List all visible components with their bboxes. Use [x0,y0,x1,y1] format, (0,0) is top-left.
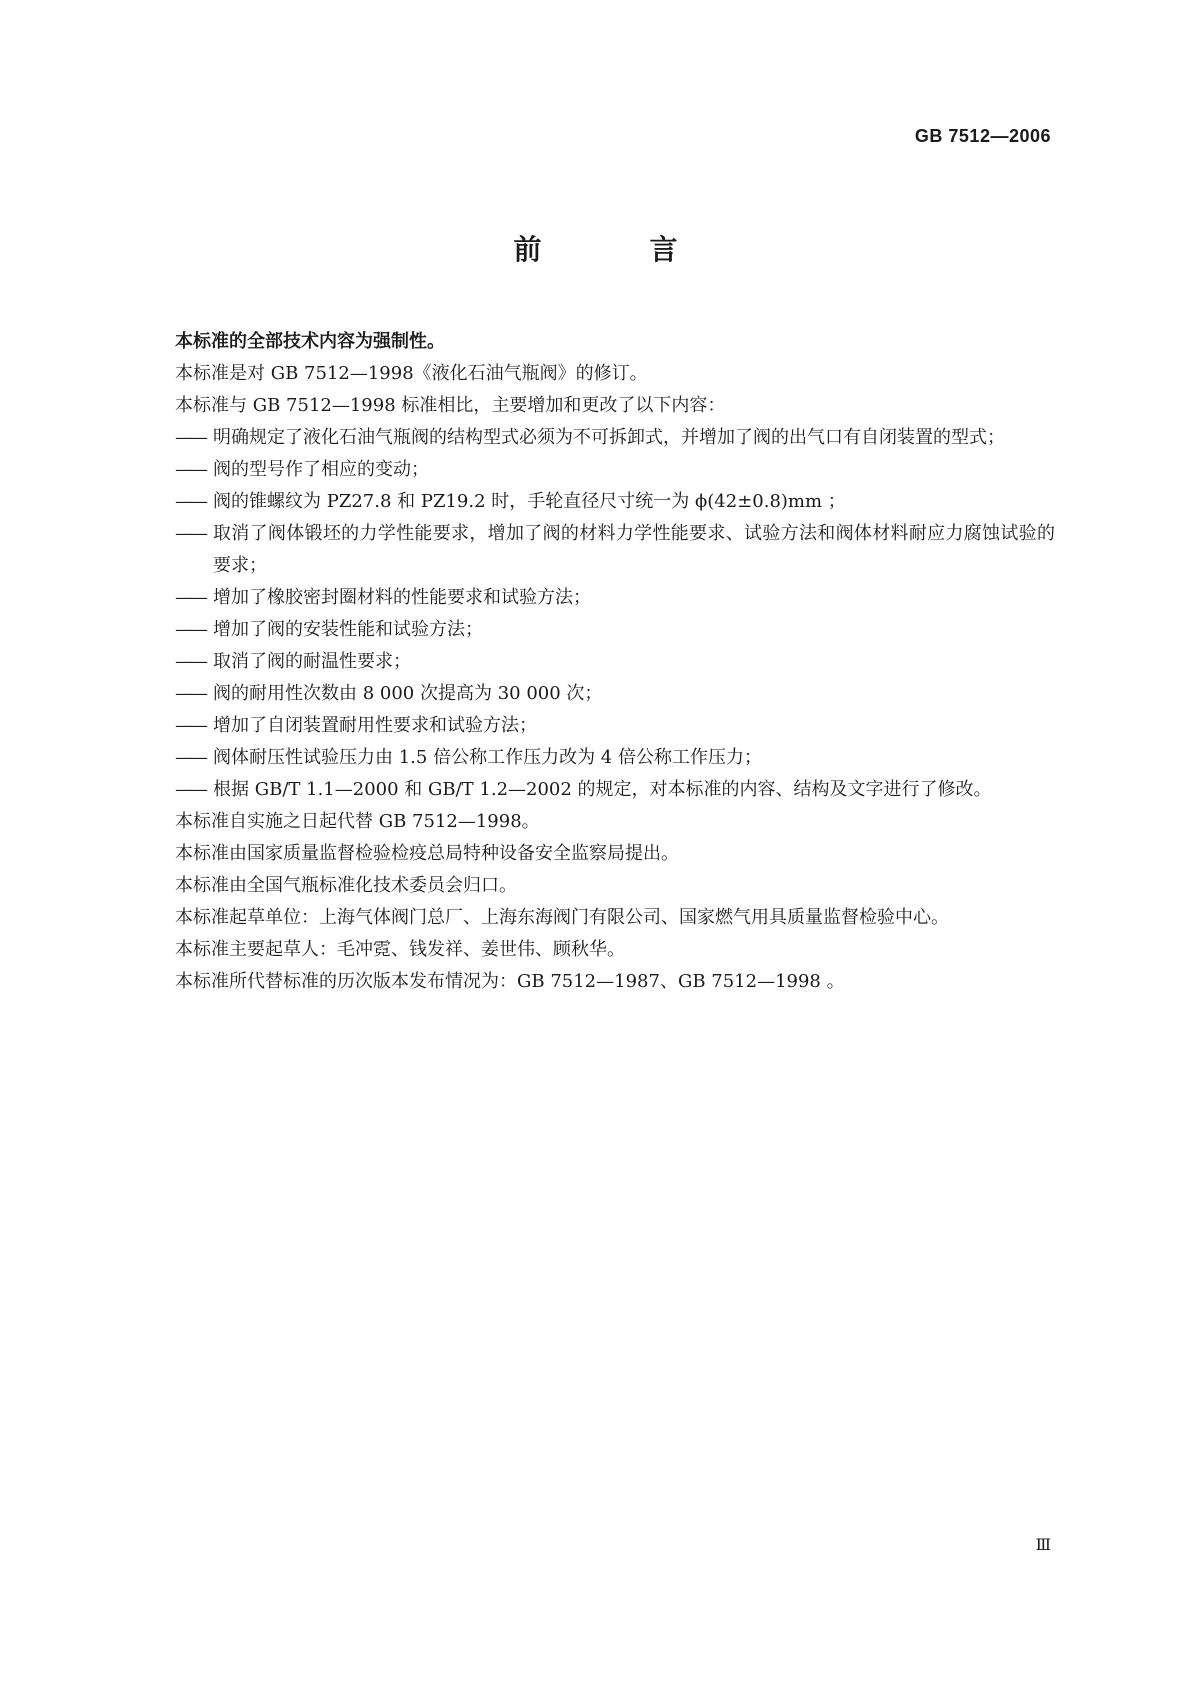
dash-marker: —— [175,459,205,480]
dash-marker: —— [175,587,205,608]
closing-paragraph: 本标准所代替标准的历次版本发布情况为：GB 7512—1987、GB 7512—1998 。 [175,971,845,992]
list-item-text: 增加了自闭装置耐用性要求和试验方法； [213,715,537,736]
closing-paragraph: 本标准主要起草人：毛冲霓、钱发祥、姜世伟、顾秋华。 [175,939,625,960]
list-item [175,614,1055,646]
dash-marker: —— [175,747,205,768]
list-item-text: 取消了阀体锻坯的力学性能要求，增加了阀的材料力学性能要求、试验方法和阀体材料耐应力腐蚀试验的要求； [213,523,1055,576]
list-item [175,742,1055,774]
page-number: Ⅲ [1035,1535,1051,1554]
dash-marker: —— [175,779,205,800]
closing-paragraph: 本标准由全国气瓶标准化技术委员会归口。 [175,875,517,896]
list-item [175,486,1055,518]
list-item [175,646,1055,678]
changes-list [175,422,1055,806]
list-item [175,678,1055,710]
list-item [175,582,1055,614]
list-item-text: 根据 GB/T 1.1—2000 和 GB/T 1.2—2002 的规定，对本标准的内容、结构及文字进行了修改。 [213,779,992,800]
dash-marker: —— [175,619,205,640]
list-item-text: 明确规定了液化石油气瓶阀的结构型式必须为不可拆卸式，并增加了阀的出气口有自闭装置的型式； [213,427,1005,448]
dash-marker: —— [175,683,205,704]
list-item [175,774,1055,806]
dash-marker: —— [175,715,205,736]
intro-paragraph: 本标准是对 GB 7512—1998《液化石油气瓶阀》的修订。 [175,363,648,384]
mandatory-statement: 本标准的全部技术内容为强制性。 [175,331,445,352]
dash-marker: —— [175,427,205,448]
list-item-text: 增加了橡胶密封圈材料的性能要求和试验方法； [213,587,591,608]
list-item [175,422,1055,454]
list-item-text: 阀体耐压性试验压力由 1.5 倍公称工作压力改为 4 倍公称工作压力； [213,747,762,768]
list-item-text: 阀的耐用性次数由 8 000 次提高为 30 000 次； [213,683,603,704]
dash-marker: —— [175,651,205,672]
list-item-text: 阀的型号作了相应的变动； [213,459,429,480]
standard-code: GB 7512—2006 [914,126,1051,146]
dash-marker: —— [175,523,205,544]
list-item-text: 增加了阀的安装性能和试验方法； [213,619,483,640]
intro-paragraph: 本标准与 GB 7512—1998 标准相比，主要增加和更改了以下内容： [175,395,726,416]
list-item [175,454,1055,486]
list-item [175,710,1055,742]
list-item-text: 取消了阀的耐温性要求； [213,651,411,672]
closing-paragraph: 本标准自实施之日起代替 GB 7512—1998。 [175,811,540,832]
list-item [175,518,1055,582]
page-title: 前 言 [513,233,718,266]
dash-marker: —— [175,491,205,512]
closing-paragraph: 本标准由国家质量监督检验检疫总局特种设备安全监察局提出。 [175,843,679,864]
closing-paragraph: 本标准起草单位：上海气体阀门总厂、上海东海阀门有限公司、国家燃气用具质量监督检验中心。 [175,907,949,928]
foreword-body [175,326,1055,998]
list-item-text: 阀的锥螺纹为 PZ27.8 和 PZ19.2 时，手轮直径尺寸统一为 ϕ(42±0.8)mm ； [213,491,846,512]
